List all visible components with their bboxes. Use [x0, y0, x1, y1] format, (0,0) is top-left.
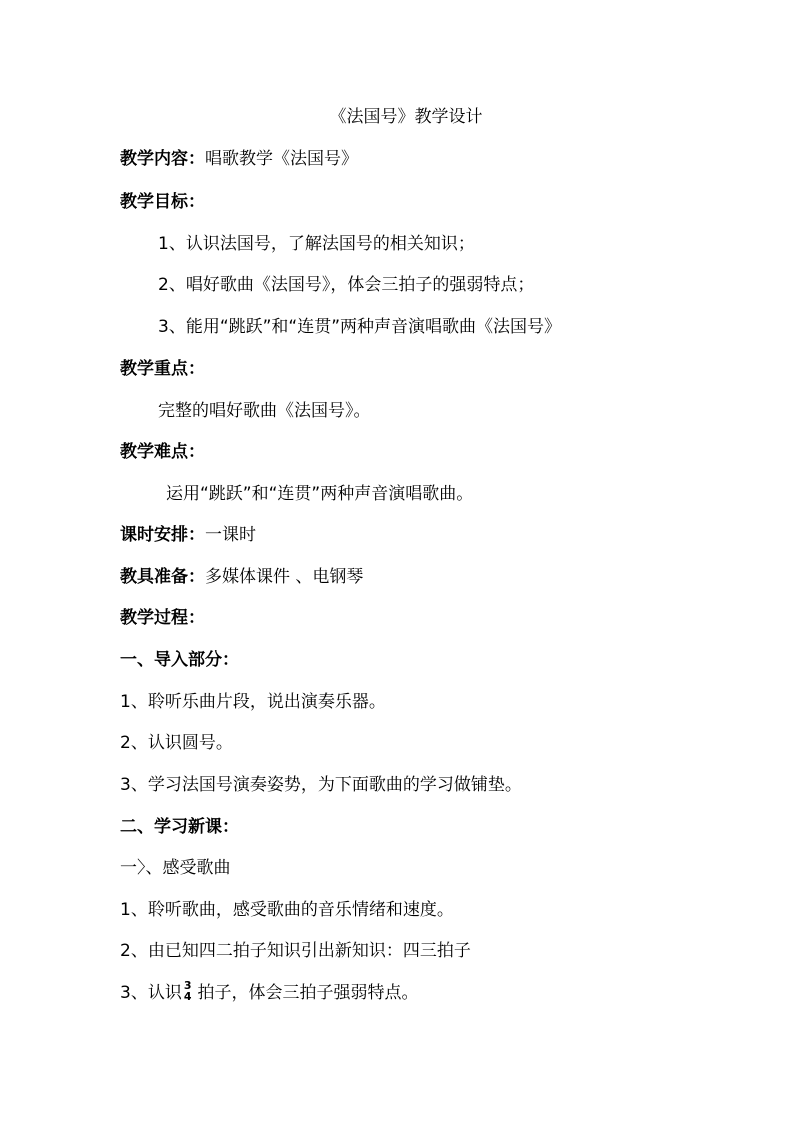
intro-heading: 一、导入部分： — [120, 650, 239, 670]
new-lesson-subheading: 一〉、感受歌曲 — [120, 858, 231, 878]
key-points-text: 完整的唱好歌曲《法国号》。 — [158, 401, 371, 421]
goals-label: 教学目标： — [120, 192, 205, 212]
document-title: 《法国号》教学设计 — [329, 107, 483, 127]
item3-prefix: 3、认识 — [120, 983, 182, 1003]
goal-item-3: 3、能用“跳跃”和“连贯”两种声音演唱歌曲《法国号》 — [158, 317, 562, 337]
item3-suffix: 拍子，体会三拍子强弱特点。 — [197, 983, 419, 1003]
key-points-label: 教学重点： — [120, 359, 205, 379]
difficulties-text: 运用“跳跃”和“连贯”两种声音演唱歌曲。 — [166, 484, 474, 504]
schedule-value: 一课时 — [205, 525, 256, 545]
teaching-content-value: 唱歌教学《法国号》 — [205, 149, 358, 169]
intro-item-3: 3、学习法国号演奏姿势，为下面歌曲的学习做铺垫。 — [120, 775, 522, 795]
schedule-label: 课时安排： — [120, 525, 205, 545]
new-lesson-item-1: 1、聆听歌曲，感受歌曲的音乐情绪和速度。 — [120, 900, 454, 920]
new-lesson-item-3 — [120, 979, 419, 1004]
tools-row — [120, 566, 363, 588]
time-signature-fraction — [184, 980, 192, 1002]
tools-label: 教具准备： — [120, 567, 205, 587]
time-signature-denominator: 4 — [183, 990, 192, 1003]
goal-item-2: 2、唱好歌曲《法国号》，体会三拍子的强弱特点； — [158, 275, 535, 295]
difficulties-label: 教学难点： — [120, 442, 205, 462]
goal-item-1: 1、认识法国号，了解法国号的相关知识； — [158, 234, 475, 254]
schedule-row — [120, 524, 256, 546]
intro-item-1: 1、聆听乐曲片段，说出演奏乐器。 — [120, 692, 386, 712]
process-label: 教学过程： — [120, 608, 205, 628]
teaching-content-label: 教学内容： — [120, 149, 205, 169]
time-signature-numerator: 3 — [183, 979, 192, 992]
new-lesson-heading: 二、学习新课： — [120, 817, 239, 837]
new-lesson-item-2: 2、由已知四二拍子知识引出新知识：四三拍子 — [120, 941, 471, 961]
teaching-content-row — [120, 148, 358, 170]
intro-item-2: 2、认识圆号。 — [120, 733, 233, 753]
tools-value: 多媒体课件 、电钢琴 — [205, 567, 364, 587]
